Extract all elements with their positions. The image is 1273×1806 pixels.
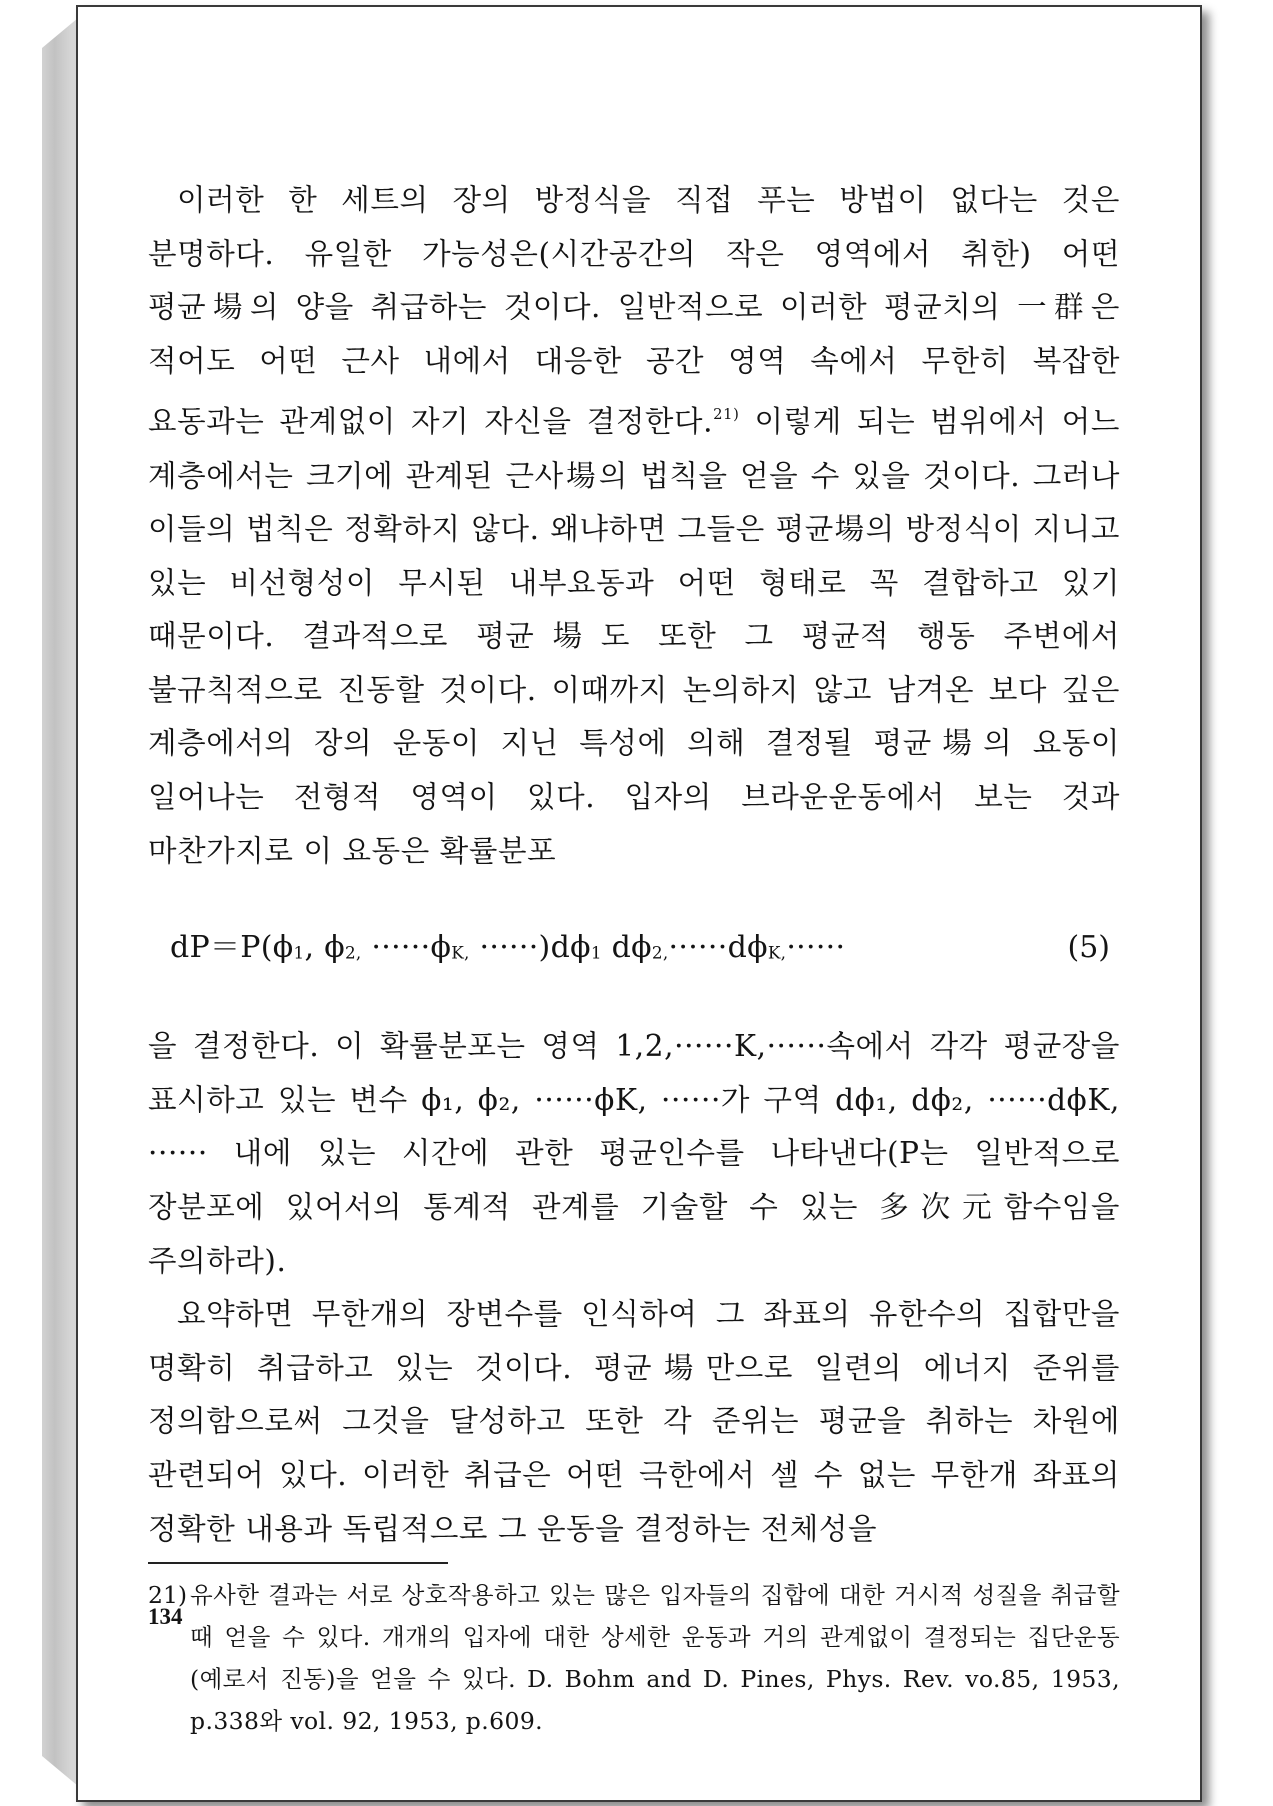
paragraph-1-continued: 이렇게 되는 범위에서 어느 계층에서는 크기에 관계된 근사場의 법칙을 얻을 수 있을 것이다. 그러나 이들의 법칙은 정확하지 않다. 왜냐하면 그들은 평균場의 방정식이 지니고 있는 비선형성이 무시된 내부요동과 어떤 형태로 꼭 결합하고 있기 때문이다. 결과적으로 평균場도 또한 그 평균적 행동 주변에서 불규칙적으로 진동할 것이다. 이때까지 논의하지 않고 남겨온 보다 깊은 계층에서의 장의 운동이 지닌 특성에 의해 결정될 평균場의 요동이 일어나는 전형적 영역이 있다. 입자의 브라운운동에서 보는 것과 마찬가지로 이 요동은 확률분포 [148,404,1120,868]
page-content [148,174,1120,1742]
equation-expression: dP＝P(ϕ1, ϕ2, ······ϕK, ······)dϕ1 dϕ2,······dϕK,······ [170,930,846,966]
footnote-reference: 21) [713,406,740,424]
paragraph-2: 을 결정한다. 이 확률분포는 영역 1,2,······K,······속에서 각각 평균장을 표시하고 있는 변수 ϕ₁, ϕ₂, ······ϕK, ······가 구역 dϕ₁, dϕ₂, ······dϕK, ······ 내에 있는 시간에 관한 평균인수를 나타낸다(P는 일반적으로 장분포에 있어서의 통계적 관계를 기술할 수 있는 多次元함수임을 주의하라). [148,1029,1120,1278]
equation-5 [148,918,1120,978]
footnote-text: 유사한 결과는 서로 상호작용하고 있는 많은 입자들의 집합에 대한 거시적 성질을 취급할 때 얻을 수 있다. 개개의 입자에 대한 상세한 운동과 거의 관계없이 결정되는 집단운동(예로서 진동)을 얻을 수 있다. D. Bohm and D. Pines, Phys. Rev. vo.85, 1953, p.338와 vol. 92, 1953, p.609. [190,1581,1120,1736]
paragraph-3: 요약하면 무한개의 장변수를 인식하여 그 좌표의 유한수의 집합만을 명확히 취급하고 있는 것이다. 평균場만으로 일련의 에너지 준위를 정의함으로써 그것을 달성하고 또한 각 준위는 평균을 취하는 차원에 관련되어 있다. 이러한 취급은 어떤 극한에서 셀 수 없는 무한개 좌표의 정확한 내용과 독립적으로 그 운동을 결정하는 전체성을 [148,1297,1120,1546]
footnote-divider [148,1562,448,1564]
page-number: 134 [148,1604,183,1629]
footnote-number: 21) [148,1581,188,1610]
equation-number: (5) [1067,930,1110,966]
footnote-21 [148,1574,1120,1742]
book-spine [42,18,78,1786]
paragraph-1-text: 이러한 한 세트의 장의 방정식을 직접 푸는 방법이 없다는 것은 분명하다. 유일한 가능성은(시간공간의 작은 영역에서 취한) 어떤 평균場의 양을 취급하는 것이다. 일반적으로 이러한 평균치의 一群은 적어도 어떤 근사 내에서 대응한 공간 영역 속에서 무한히 복잡한 요동과는 관계없이 자기 자신을 결정한다. [148,183,1120,439]
paragraph-1 [148,174,1120,878]
